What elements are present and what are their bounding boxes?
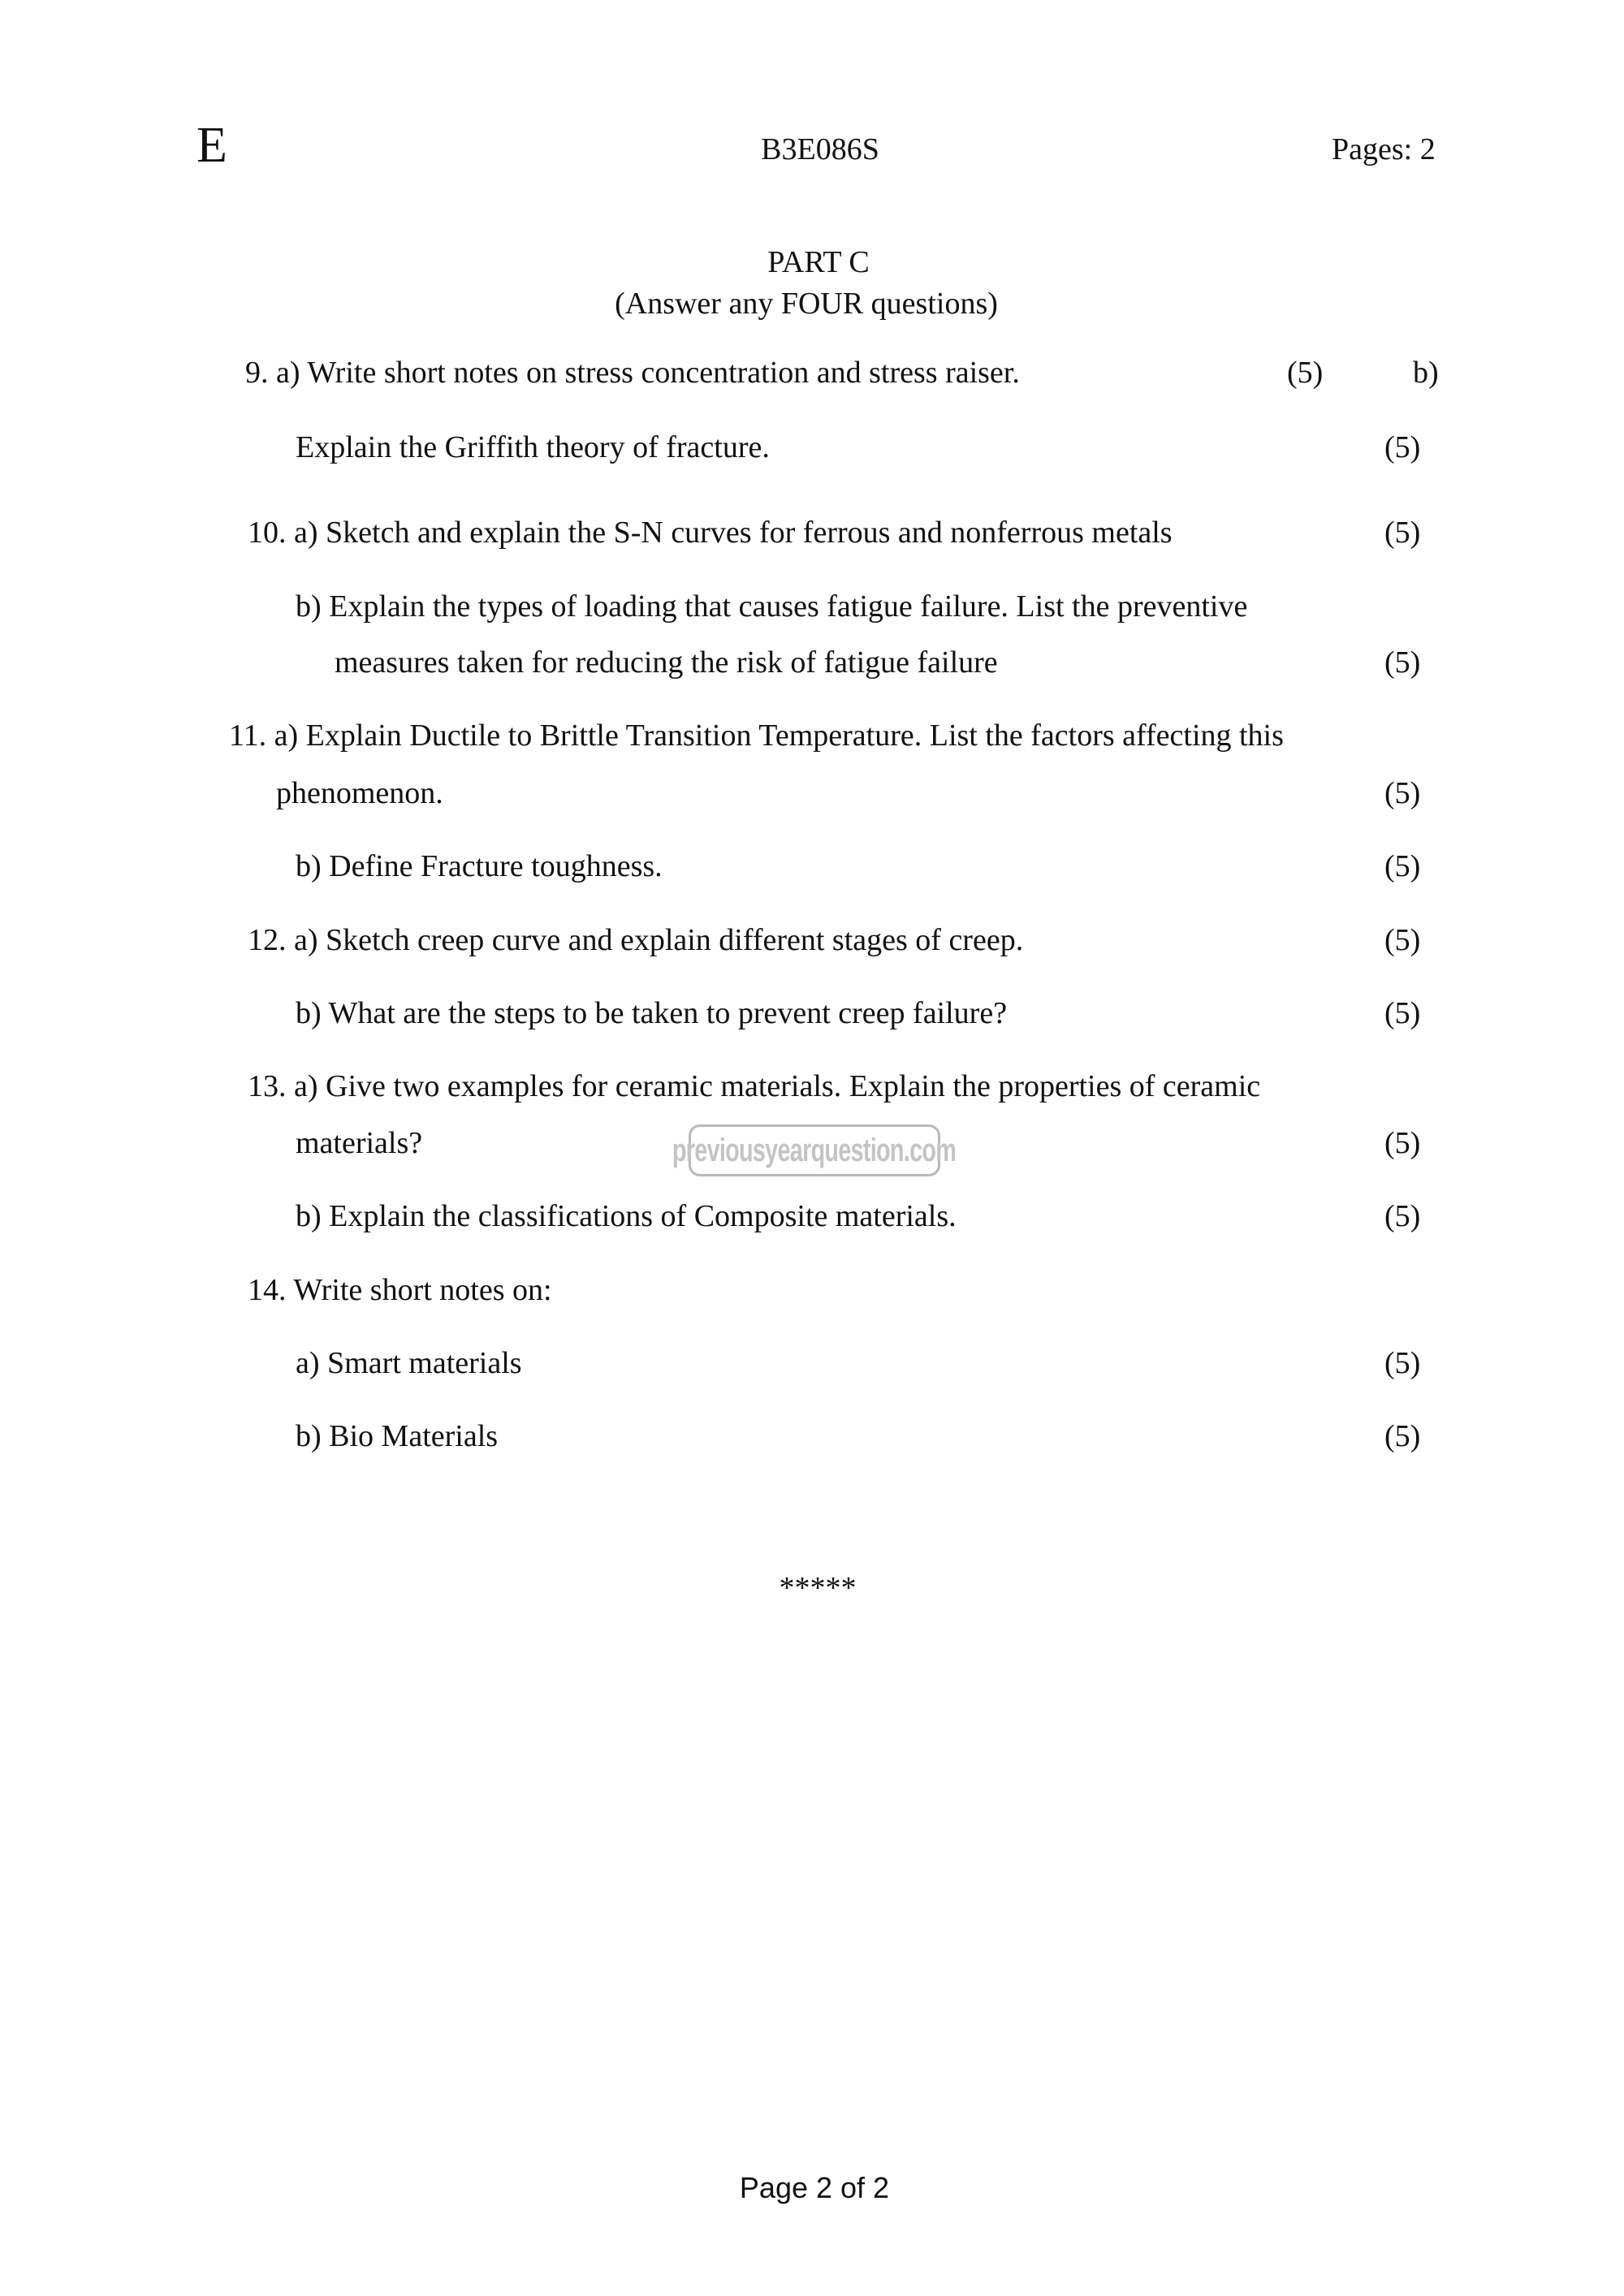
q11b-text: b) Define Fracture toughness. [296, 849, 663, 883]
q10a-marks: (5) [1384, 516, 1421, 550]
header-letter: E [197, 118, 227, 173]
end-mark: ***** [779, 1571, 857, 1605]
page-count: Pages: 2 [1332, 132, 1436, 166]
q11a-marks: (5) [1384, 776, 1421, 810]
watermark-text: previousyearquestion.com [672, 1132, 957, 1168]
q13a-text-line2: materials? [296, 1126, 423, 1160]
paper-code: B3E086S [761, 132, 879, 166]
q12a-marks: (5) [1384, 923, 1421, 957]
q14b-marks: (5) [1384, 1419, 1421, 1453]
q10b-text-line2: measures taken for reducing the risk of fatigue failure [335, 645, 998, 680]
q12b-marks: (5) [1384, 996, 1421, 1030]
q9a-text: 9. a) Write short notes on stress concentration and stress raiser. [245, 356, 1020, 390]
q10b-marks: (5) [1384, 645, 1421, 680]
part-title: PART C [767, 245, 870, 279]
q13a-text-line1: 13. a) Give two examples for ceramic materials. Explain the properties of ceramic [248, 1069, 1261, 1103]
q9b-text: Explain the Griffith theory of fracture. [296, 430, 770, 464]
q14a-marks: (5) [1384, 1346, 1421, 1380]
q11a-text-line2: phenomenon. [276, 776, 443, 810]
q9b-label: b) [1413, 356, 1439, 390]
q10b-text-line1: b) Explain the types of loading that causes fatigue failure. List the preventive [296, 589, 1248, 624]
q11a-text-line1: 11. a) Explain Ductile to Brittle Transition Temperature. List the factors affecting this [229, 719, 1284, 753]
q14a-text: a) Smart materials [296, 1346, 522, 1380]
q14-text: 14. Write short notes on: [248, 1273, 552, 1307]
q9b-marks: (5) [1384, 430, 1421, 464]
q13b-marks: (5) [1384, 1199, 1421, 1233]
q14b-text: b) Bio Materials [296, 1419, 499, 1453]
q13a-marks: (5) [1384, 1126, 1421, 1160]
q9a-marks: (5) [1287, 356, 1324, 390]
page-footer: Page 2 of 2 [739, 2171, 890, 2204]
q11b-marks: (5) [1384, 849, 1421, 883]
q12a-text: 12. a) Sketch creep curve and explain different stages of creep. [248, 923, 1024, 957]
q12b-text: b) What are the steps to be taken to prevent creep failure? [296, 996, 1008, 1030]
watermark-logo [672, 1124, 957, 1176]
q10a-text: 10. a) Sketch and explain the S-N curves for ferrous and nonferrous metals [248, 516, 1173, 550]
part-instruction: (Answer any FOUR questions) [615, 287, 998, 321]
q13b-text: b) Explain the classifications of Composite materials. [296, 1199, 957, 1233]
